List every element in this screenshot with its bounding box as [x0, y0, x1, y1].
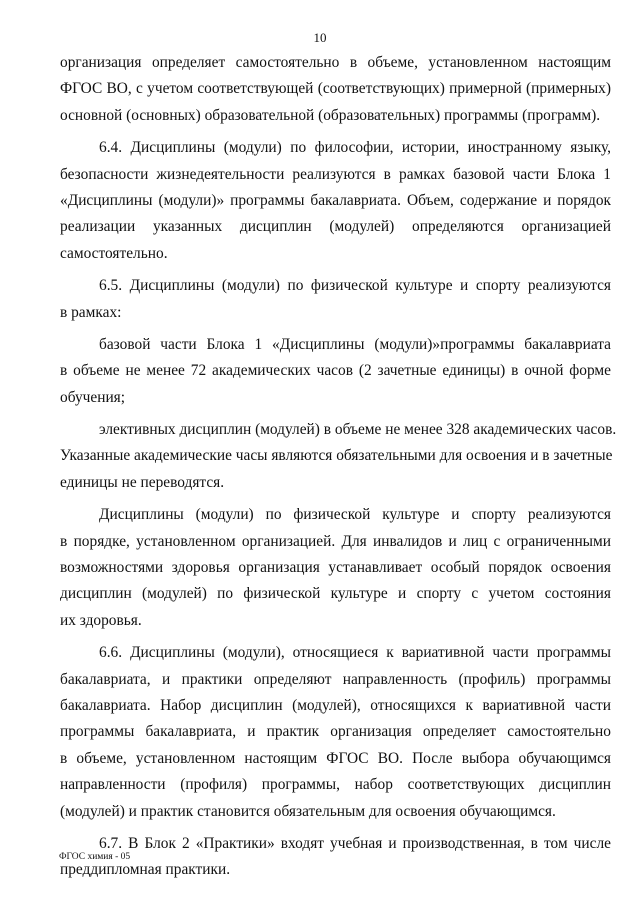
text-line: основной (основных) образовательной (образовательных) программы (программ). [60, 106, 601, 124]
text-line: организация определяет самостоятельно в объеме, установленном настоящим [60, 54, 611, 71]
text-line: бакалавриата. Набор дисциплин (модулей), относящихся к вариативной части [60, 696, 611, 714]
text-line: в объеме не менее 72 академических часов (2 зачетные единицы) в очной форме [60, 362, 611, 380]
text-line: ФГОС ВО, с учетом соответствующей (соответствующих) примерной (примерных) [60, 80, 611, 98]
text-line: самостоятельно. [60, 244, 168, 262]
document-footer: ФГОС химия - 05 [59, 852, 131, 862]
text-line: реализации указанных дисциплин (модулей) определяются организацией [60, 218, 611, 236]
paragraph-6-7-line: 6.7. В Блок 2 «Практики» входят учебная и производственная, в том числе [99, 834, 611, 852]
text-line: базовой части Блока 1 «Дисциплины (модули)»программы бакалавриата [99, 335, 611, 353]
text-line: преддипломная практики. [60, 861, 231, 879]
text-line: в рамках: [60, 303, 122, 321]
text-line: Указанные академические часы являются обязательными для освоения и в зачетные [60, 447, 613, 465]
text-line: дисциплин (модулей) по физической культуре и спорту с учетом состояния [60, 585, 611, 603]
paragraph-6-4-line: 6.4. Дисциплины (модули) по философии, истории, иностранному языку, [99, 139, 611, 157]
text-line: обучения; [60, 388, 126, 406]
text-line: возможностями здоровья организация устанавливает особый порядок освоения [60, 559, 611, 577]
text-line: в порядке, установленном организацией. Для инвалидов и лиц с ограниченными [60, 532, 611, 550]
text-line: направленности (профиля) программы, набор соответствующих дисциплин [60, 776, 611, 794]
text-line: программы бакалавриата, и практик организация определяет самостоятельно [60, 723, 611, 741]
text-line: «Дисциплины (модули)» программы бакалавриата. Объем, содержание и порядок [60, 191, 611, 209]
text-line: бакалавриата, и практики определяют направленность (профиль) программы [60, 670, 611, 688]
text-line: Дисциплины (модули) по физической культуре и спорту реализуются [99, 506, 611, 524]
paragraph-6-6-line: 6.6. Дисциплины (модули), относящиеся к вариативной части программы [99, 644, 611, 662]
text-line: безопасности жизнедеятельности реализуются в рамках базовой части Блока 1 [60, 165, 611, 183]
text-line: (модулей) и практик становится обязательным для освоения обучающимся. [60, 802, 556, 820]
text-line: в объеме, установленном настоящим ФГОС ВО. После выбора обучающимся [60, 749, 611, 767]
page-number: 10 [313, 30, 327, 45]
body-text [60, 50, 617, 884]
text-line: элективных дисциплин (модулей) в объеме не менее 328 академических часов. [99, 421, 617, 439]
text-line: их здоровья. [60, 611, 142, 629]
text-line: единицы не переводятся. [60, 473, 225, 491]
paragraph-6-5-line: 6.5. Дисциплины (модули) по физической культуре и спорту реализуются [99, 277, 611, 295]
